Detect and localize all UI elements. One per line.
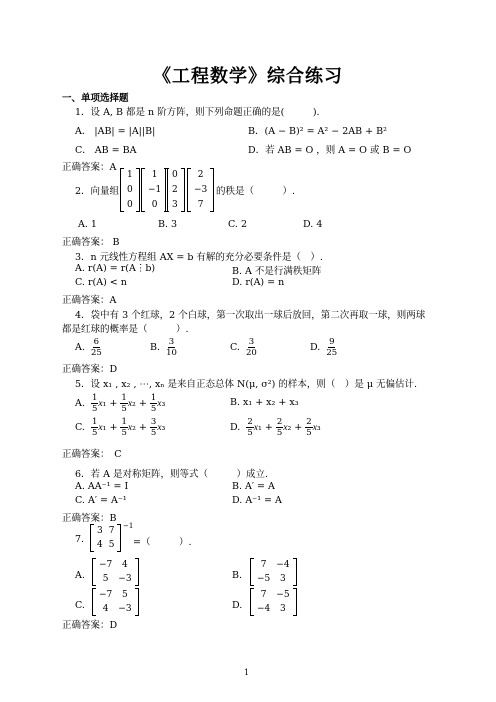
q5-option-b: B. x₁ + x₂ + x₃ [230, 397, 299, 408]
q7-option-d-matrix: 7 −4 −5 3 [250, 588, 297, 616]
q7-option-d-label: D. [232, 600, 243, 611]
q6-option-d: D. A⁻¹ = A [232, 495, 282, 506]
q7-option-b-label: B. [232, 570, 243, 581]
q7-label: 7. [75, 534, 85, 545]
q4-stem-line1: 4．袋中有 3 个红球，2 个白球，第一次取出一球后放回，第二次再取一球，则两球 [75, 310, 426, 321]
q1-answer: 正确答案：A [62, 162, 117, 173]
q3-answer: 正确答案：A [62, 295, 117, 306]
page-number: 1 [244, 668, 250, 677]
q2-option-a: A. 1 [78, 219, 97, 230]
q1-option-a: A． |AB| = |A||B| [75, 126, 156, 137]
q5-option-c: C. $\frac{1}{5}$ x₁ + $\frac{1}{5}$ x₂ + $\frac{3}{5}$ x₃ [75, 417, 166, 438]
q7-inverse-exponent: −1 [123, 522, 134, 530]
q2-label: 2．向量组 [75, 186, 120, 197]
q5-stem: 5．设 x₁ , x₂ , ⋯, xₙ 是来自正态总体 N(μ, σ²) 的样本，则（ ）是 μ 无偏估计. [75, 379, 418, 390]
q4-option-a: A. $\frac{6}{25}$ [75, 337, 102, 358]
q4-option-b: B. $\frac{3}{10}$ [150, 337, 177, 358]
q3-stem: 3．n 元线性方程组 AX = b 有解的充分必要条件是（ ）. [75, 252, 323, 263]
q3-option-b: B. A 不是行满秩矩阵 [232, 266, 322, 277]
q1-option-d: D．若 AB = O ，则 A = O 或 B = O [248, 145, 412, 156]
q6-answer: 正确答案：B [62, 513, 117, 524]
q6-option-a: A. AA⁻¹ = I [75, 481, 129, 492]
q2-vector-1: 1 0 0 [120, 168, 140, 212]
page-title: 《工程数学》综合练习 [153, 66, 343, 87]
q4-answer: 正确答案：D [62, 364, 118, 375]
q3-option-d: D. r(A) = n [232, 277, 285, 288]
q1-option-c: C． AB = BA [75, 145, 137, 156]
q3-option-c: C. r(A) < n [75, 277, 127, 288]
q7-option-b-matrix: 7 −5 −4 3 [250, 558, 297, 586]
q2-option-b: B. 3 [158, 219, 178, 230]
q4-option-c: C. $\frac{3}{20}$ [230, 337, 257, 358]
q5-answer: 正确答案： C [62, 449, 122, 460]
q5-option-d: D. $\frac{2}{5}$ x₁ + $\frac{2}{5}$ x₂ + $\frac{2}{5}$ x₃ [230, 417, 321, 438]
q7-option-a-matrix: −7 5 4 −3 [92, 558, 139, 586]
q2-vector-3: 0 2 3 [165, 168, 185, 212]
q1-option-b: B．(A − B)² = A² − 2AB + B² [248, 126, 387, 137]
q6-option-c: C. A′ = A⁻¹ [75, 495, 127, 506]
q7-option-a-label: A. [75, 570, 85, 581]
q7-tail: =（ ）. [133, 537, 192, 548]
q2-option-d: D. 4 [303, 219, 323, 230]
q2-vector-4: 2 −3 7 [187, 168, 214, 212]
q6-stem: 6．若 A 是对称矩阵，则等式（ ）成立. [75, 469, 268, 480]
q2-vector-2: 1 −1 0 [141, 168, 168, 212]
q3-option-a: A. r(A) = r(A⋮b) [75, 263, 156, 274]
q7-option-c-matrix: −7 4 5 −3 [92, 588, 139, 616]
q7-answer: 正确答案：D [62, 620, 118, 631]
q2-tail: 的秩是（ ）. [216, 186, 296, 197]
section-heading: 一、单项选择题 [62, 93, 129, 104]
q5-option-a: A. $\frac{1}{5}$ x₁ + $\frac{1}{5}$ x₂ + $\frac{1}{5}$ x₃ [75, 393, 166, 414]
q2-option-c: C. 2 [228, 219, 248, 230]
q7-matrix: 3 4 7 5 [90, 524, 121, 552]
q7-option-c-label: C. [75, 600, 85, 611]
q4-option-d: D. $\frac{9}{25}$ [310, 337, 338, 358]
q2-answer: 正确答案： B [62, 237, 120, 248]
q4-stem-line2: 都是红球的概率是（ ）. [62, 324, 189, 335]
q6-option-b: B. A′ = A [232, 481, 275, 492]
q1-stem: 1．设 A, B 都是 n 阶方阵，则下列命题正确的是( ). [75, 107, 320, 118]
